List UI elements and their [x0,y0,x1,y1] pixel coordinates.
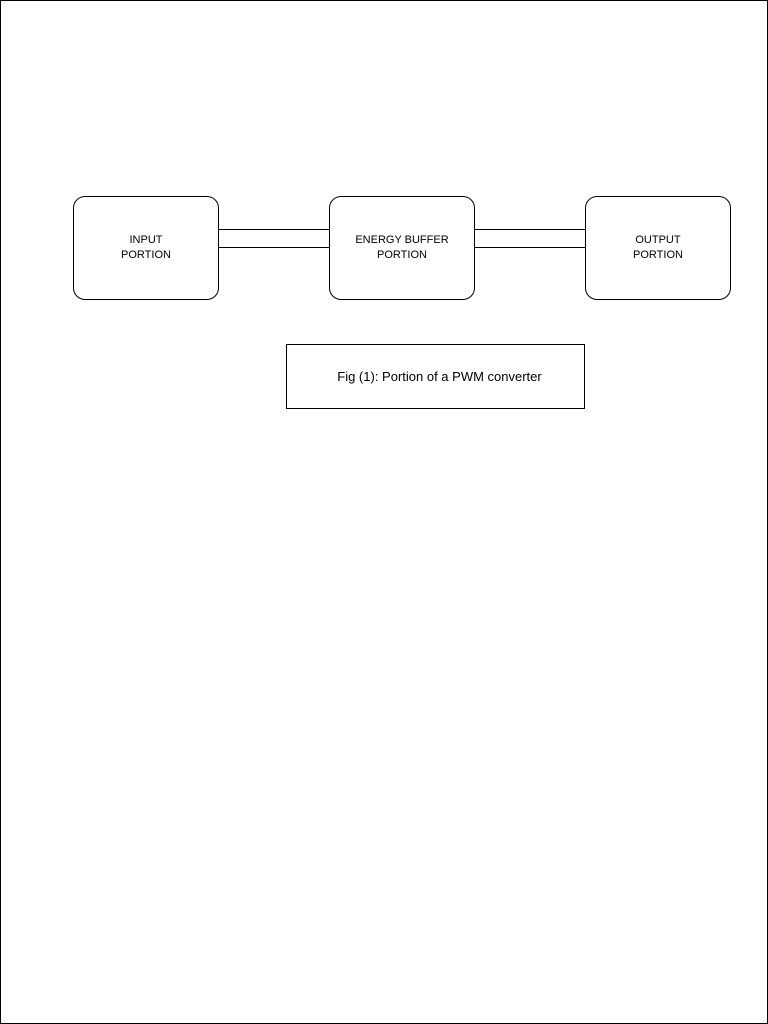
figure-caption-box [286,344,585,409]
output-portion-label-line1: OUTPUT [635,234,681,246]
energy-buffer-portion-label [355,233,448,263]
output-portion-label [633,233,683,263]
energy-buffer-label-line1: ENERGY BUFFER [355,234,449,246]
energy-buffer-portion-block [329,196,475,300]
connector-input-to-buffer-bottom [219,247,329,248]
energy-buffer-label-line2: PORTION [377,249,427,261]
input-portion-label [121,233,171,263]
figure-caption: Fig (1): Portion of a PWM converter [337,369,542,384]
input-portion-label-line2: PORTION [121,249,171,261]
connector-input-to-buffer-top [219,229,329,230]
output-portion-label-line2: PORTION [633,249,683,261]
output-portion-block [585,196,731,300]
connector-buffer-to-output-bottom [475,247,585,248]
input-portion-block [73,196,219,300]
connector-buffer-to-output-top [475,229,585,230]
input-portion-label-line1: INPUT [129,234,163,246]
